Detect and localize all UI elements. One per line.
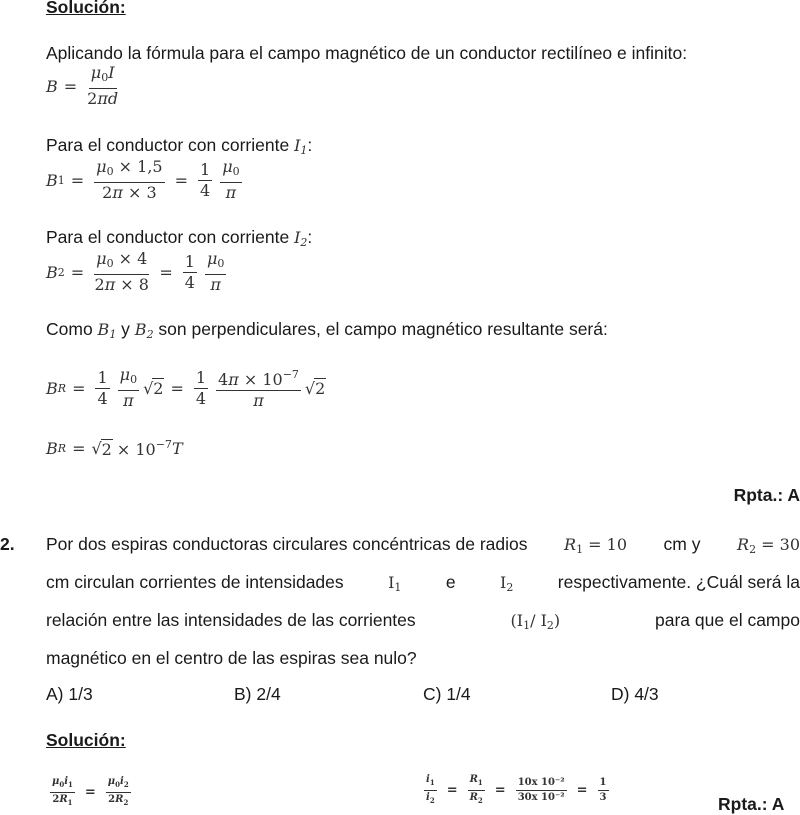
br-equation-2: B R = √ 2 × $10^{-7}$ T (46, 438, 183, 459)
intro-text: Aplicando la fórmula para el campo magnético de un conductor rectilíneo e infinito: (46, 43, 688, 63)
answer-2: Rpta.: A (718, 794, 785, 814)
solution2-eq-left: $\frac{\mu_0i_1}{2R_1}$ = $\frac{\mu_0i_2}{2R_2}$ (52, 776, 129, 807)
problem-number: 2. (0, 534, 15, 554)
option-c: C) 1/4 (423, 684, 471, 704)
b2-equation: B 2 = $\frac{\mu_0 \times 4}{2\pi \times 8}$ = $\frac{1}{4}$ $\frac{\mu_0}{\pi}$ (46, 249, 225, 294)
solution-heading: Solución: (46, 0, 126, 17)
option-b: B) 2/4 (234, 684, 281, 704)
problem2-text: Por dos espiras conductoras circulares concéntricas de radios $R_1 = 10$ cm y $R_2 = 30$ cm circulan corrientes de intensidades $I_1$ e $I_2$ respectivamente. ¿Cuál será la relación entre las intensidades de las corrientes ($I_1/$ $I_2$) para que el campo magnético en el centro de las espiras sea nulo? (46, 534, 800, 668)
option-a: A) 1/3 (46, 684, 93, 704)
option-d: D) 4/3 (611, 684, 659, 704)
br-equation-1: B R = $\frac{1}{4}$ $\frac{\mu_0}{\pi}$ √ 2 = $\frac{1}{4}$ $\frac{4\pi \times 10^{-7}}{\pi}$ √ 2 (46, 365, 326, 410)
result-text: Como $B_1$ y $B_2$ son perpendiculares, el campo magnético resultante será: (46, 319, 608, 341)
solution2-heading: Solución: (46, 730, 126, 750)
answer-1: Rpta.: A (733, 485, 800, 505)
case1-text: Para el conductor con corriente $I_1$: (46, 135, 313, 157)
solution2-eq-right: $\frac{i_1}{i_2}$ = $\frac{R_1}{R_2}$ = $\frac{\text{10x 10⁻²}}{\text{30x 10⁻²}}$ = $\frac{1}{3}$ (426, 774, 607, 805)
case2-text: Para el conductor con corriente $I_2$: (46, 227, 313, 249)
field-formula: B = $\frac{\mu_0I}{2\pi d}$ (46, 63, 119, 108)
b1-equation: B 1 = $\frac{\mu_0 \times 1,5}{2\pi \times 3}$ = $\frac{1}{4}$ $\frac{\mu_0}{\pi}$ (46, 157, 240, 202)
